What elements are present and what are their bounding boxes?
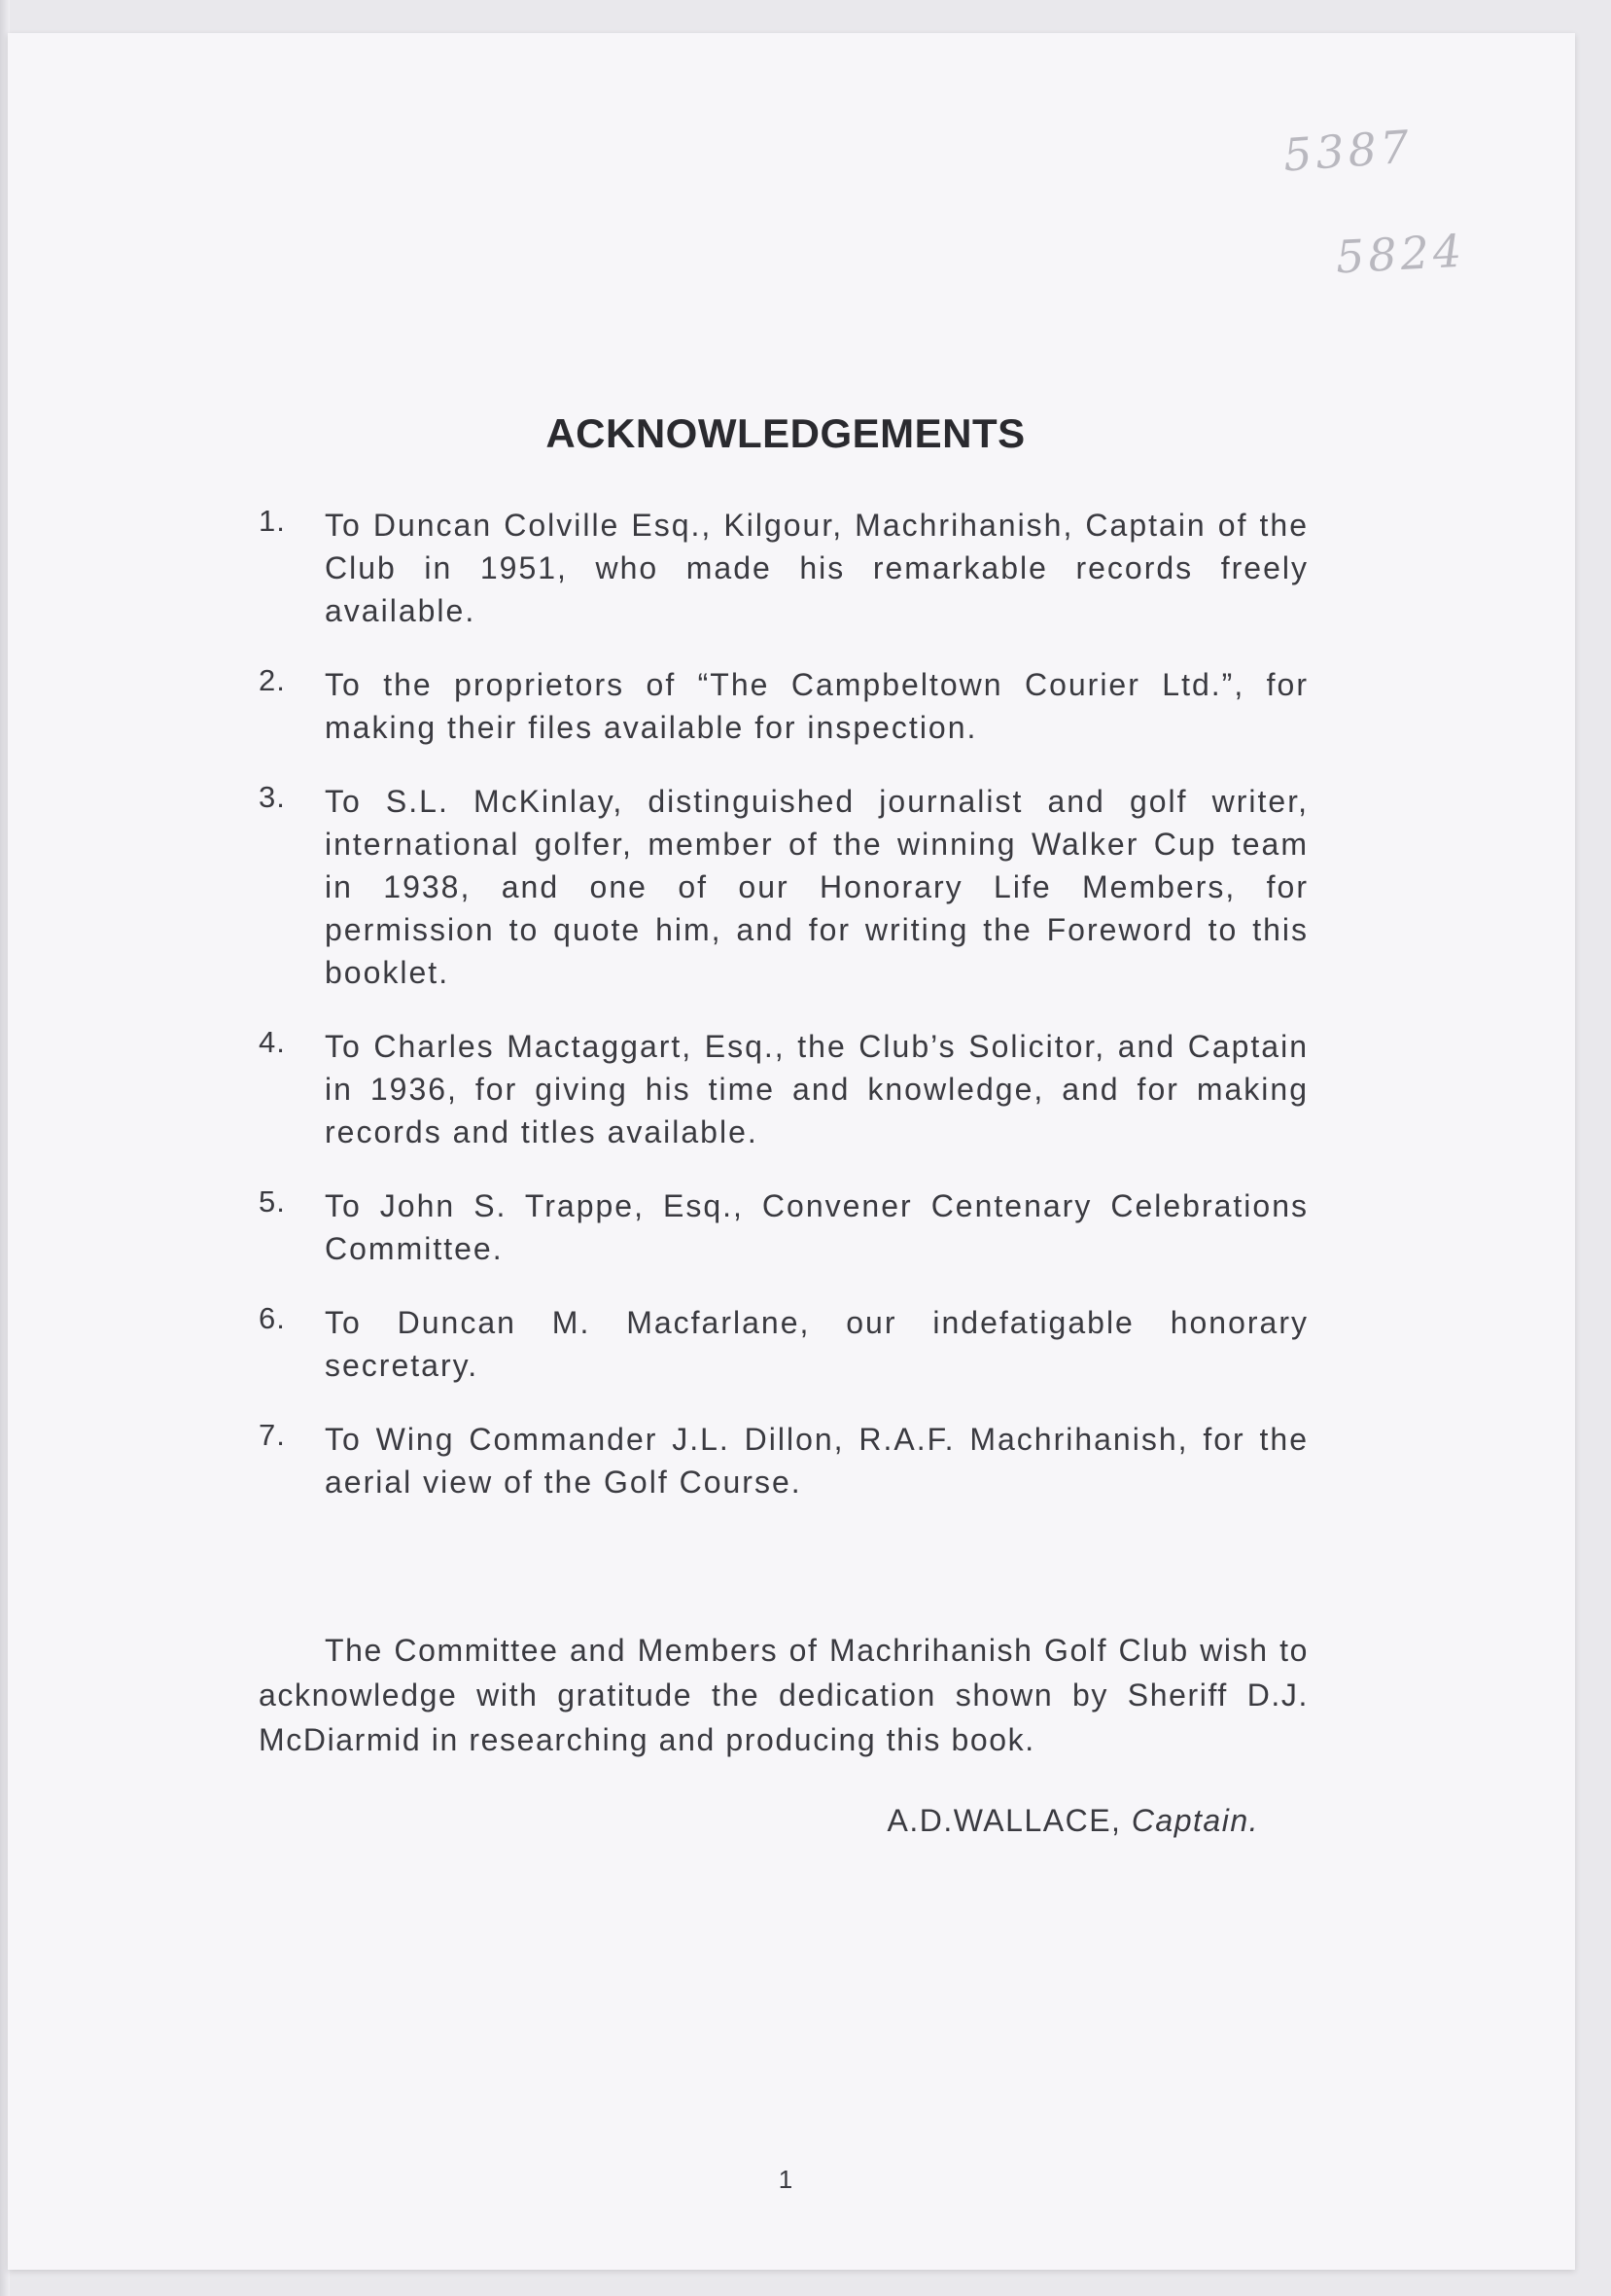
signature [888,1803,1259,1839]
item-number: 4. [259,1025,286,1059]
signature-role: Captain. [1131,1803,1259,1838]
list-item [259,780,1309,994]
list-item [259,1418,1309,1503]
item-number: 7. [259,1418,286,1452]
item-number: 2. [259,663,286,697]
item-number: 6. [259,1301,286,1335]
item-text: To Duncan Colville Esq., Kilgour, Machrihanish, Captain of the Club in 1951, who made his remarkable records freely available. [325,508,1309,628]
signature-name: A.D.WALLACE, [887,1803,1122,1838]
acknowledgements-list [259,504,1309,1535]
list-item [259,1025,1309,1153]
page-title [8,410,1563,457]
item-number: 1. [259,504,286,538]
document-page [8,33,1575,2270]
list-item [259,663,1309,749]
item-number: 3. [259,780,286,814]
item-text: To Duncan M. Macfarlane, our indefatigable honorary secretary. [325,1305,1309,1383]
item-text: To Charles Mactaggart, Esq., the Club’s Solicitor, and Captain in 1936, for giving his time and knowledge, and for making records and titles available. [325,1029,1309,1149]
item-number: 5. [259,1184,286,1219]
list-item [259,1184,1309,1270]
list-item [259,1301,1309,1387]
item-text: To John S. Trappe, Esq., Convener Centenary Celebrations Committee. [325,1188,1309,1266]
handwritten-note: 5387 [1281,120,1415,182]
handwritten-note: 5824 [1334,224,1467,284]
closing-paragraph: The Committee and Members of Machrihanish Golf Club wish to acknowledge with gratitude the dedication shown by Sheriff D.J. McDiarmid in researching and producing this book. [259,1633,1309,1757]
item-text: To Wing Commander J.L. Dillon, R.A.F. Machrihanish, for the aerial view of the Golf Course. [325,1422,1309,1500]
page-title-text: ACKNOWLEDGEMENTS [545,410,1026,456]
item-text: To the proprietors of “The Campbeltown Courier Ltd.”, for making their files available for inspection. [325,667,1309,745]
page-number: 1 [778,2165,793,2194]
list-item [259,504,1309,632]
item-text: To S.L. McKinlay, distinguished journalist and golf writer, international golfer, member of the winning Walker Cup team in 1938, and one of our Honorary Life Members, for permission to quote him, and for writing the Foreword to this booklet. [325,784,1309,990]
